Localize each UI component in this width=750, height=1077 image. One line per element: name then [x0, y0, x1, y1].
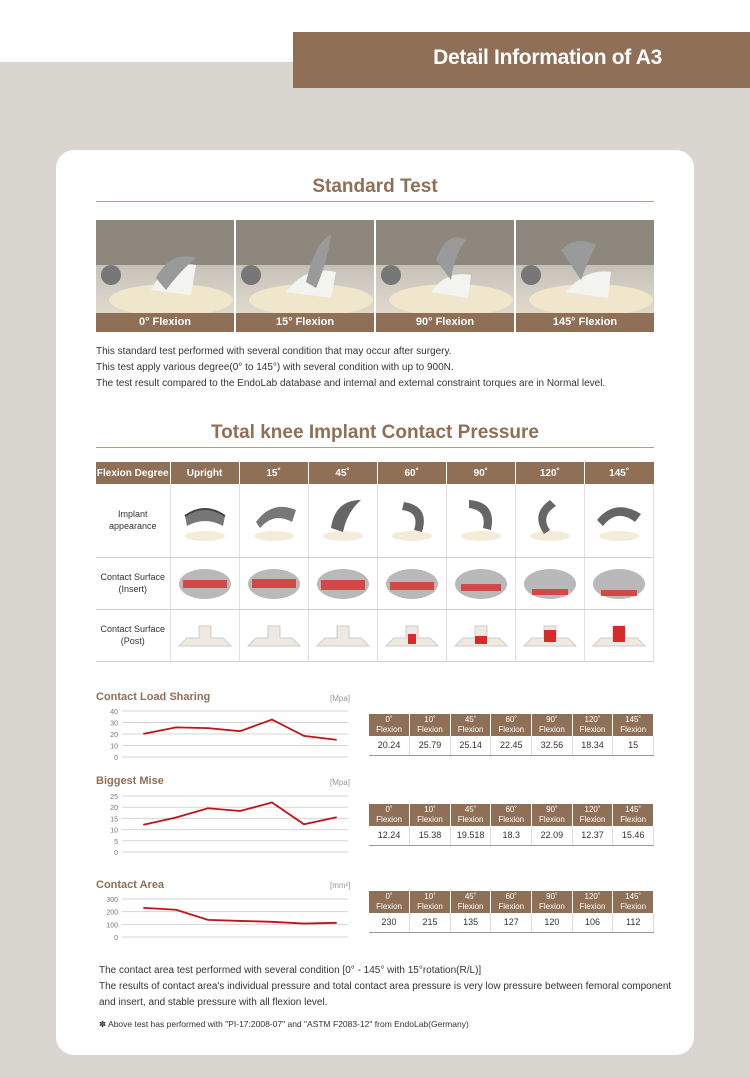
- data-value: 230: [369, 913, 410, 932]
- flexion-header: 0˚ Flexion: [369, 714, 410, 736]
- implant-image: [377, 484, 446, 557]
- y-tick-label: 30: [110, 720, 118, 728]
- summary-line: The results of contact area's individual pressure and total contact area pressure is very low pressure between femoral component: [99, 981, 672, 992]
- implant-image: [239, 484, 308, 557]
- post-image: [446, 609, 515, 661]
- data-value: 18.3: [491, 826, 532, 845]
- test-rig-illustration: [96, 220, 234, 313]
- flexion-header: 90˚ Flexion: [532, 714, 573, 736]
- flexion-header: 60˚ Flexion: [491, 714, 532, 736]
- contact-area-table: [369, 891, 654, 933]
- y-tick-label: 100: [106, 922, 118, 930]
- post-image: [515, 609, 584, 661]
- test-rig-illustration: [516, 220, 654, 313]
- flexion-header: 145˚ Flexion: [613, 714, 654, 736]
- data-point: [303, 735, 305, 737]
- test-photo-0: [96, 220, 234, 332]
- data-point: [239, 920, 241, 922]
- flexion-header: 120˚ Flexion: [572, 891, 613, 913]
- photo-caption: 145° Flexion: [516, 313, 654, 332]
- y-tick-label: 0: [114, 755, 118, 762]
- data-value: 12.24: [369, 826, 410, 845]
- flexion-header: 90˚ Flexion: [532, 891, 573, 913]
- standard-test-title: Standard Test: [312, 176, 438, 197]
- flexion-header: 45˚ Flexion: [450, 804, 491, 826]
- biggest-mise-table: [369, 804, 654, 846]
- contact-pressure-title: Total knee Implant Contact Pressure: [210, 422, 539, 443]
- photo-caption: 15° Flexion: [236, 313, 374, 332]
- description-line: This standard test performed with several condition that may occur after surgery.: [96, 346, 452, 357]
- flexion-header: 145˚ Flexion: [613, 804, 654, 826]
- data-point: [271, 719, 273, 721]
- data-value: 15: [613, 736, 654, 755]
- data-value: 215: [410, 913, 451, 932]
- data-point: [143, 824, 145, 826]
- title-rule: [96, 447, 654, 448]
- flexion-header: 10˚ Flexion: [410, 714, 451, 736]
- insert-image: [308, 557, 377, 609]
- data-value: 112: [613, 913, 654, 932]
- post-image: [377, 609, 446, 661]
- y-tick-label: 25: [110, 794, 118, 801]
- series-line: [144, 803, 336, 825]
- implant-image: [584, 484, 653, 557]
- y-tick-label: 5: [114, 838, 118, 846]
- chart-unit: [Mpa]: [330, 694, 351, 703]
- degree-header: 15˚: [239, 462, 308, 484]
- test-photo-3: [516, 220, 654, 332]
- data-value: 12.37: [572, 826, 613, 845]
- insert-image: [170, 557, 239, 609]
- flexion-header: 120˚ Flexion: [572, 804, 613, 826]
- data-point: [239, 810, 241, 812]
- implant-image: [308, 484, 377, 557]
- degree-header: 145˚: [584, 462, 653, 484]
- header-bar: [293, 32, 750, 88]
- photo-caption: 90° Flexion: [376, 313, 514, 332]
- y-tick-label: 15: [110, 816, 118, 824]
- test-note: [99, 1019, 469, 1030]
- data-value: 127: [491, 913, 532, 932]
- flexion-header: 145˚ Flexion: [613, 891, 654, 913]
- y-tick-label: 40: [110, 709, 118, 716]
- data-point: [207, 807, 209, 809]
- data-value: 120: [532, 913, 573, 932]
- data-value: 19.518: [450, 826, 491, 845]
- chart-title-contact-area: Contact Area: [96, 879, 165, 891]
- flexion-header: 0˚ Flexion: [369, 891, 410, 913]
- row-label: Implant appearance: [96, 484, 170, 557]
- data-point: [335, 816, 337, 818]
- description-line: The test result compared to the EndoLab database and internal and external constraint torques are in Normal level.: [96, 378, 606, 389]
- table-row: [96, 557, 654, 609]
- load-sharing-table: [369, 714, 654, 756]
- y-tick-label: 20: [110, 732, 118, 739]
- data-point: [207, 727, 209, 729]
- data-value: 15.46: [613, 826, 654, 845]
- flexion-header: 60˚ Flexion: [491, 891, 532, 913]
- chart-unit: [mm²]: [330, 881, 351, 890]
- data-value: 22.09: [532, 826, 573, 845]
- data-value: 32.56: [532, 736, 573, 755]
- test-rig-illustration: [376, 220, 514, 313]
- data-value: 106: [572, 913, 613, 932]
- summary-line: and insert, and stable pressure with all flexion level.: [99, 997, 328, 1008]
- row-label: Contact Surface (Post): [96, 609, 170, 661]
- data-point: [175, 909, 177, 911]
- page-title: Detail Information of A3: [433, 46, 662, 69]
- chart-title-load-sharing: Contact Load Sharing: [96, 691, 211, 703]
- summary-text: [99, 963, 671, 1011]
- data-point: [175, 817, 177, 819]
- post-image: [170, 609, 239, 661]
- insert-image: [446, 557, 515, 609]
- chart-unit: [Mpa]: [330, 778, 351, 787]
- data-value: 135: [450, 913, 491, 932]
- post-image: [584, 609, 653, 661]
- data-point: [175, 726, 177, 728]
- standard-test-description: [96, 344, 605, 392]
- data-value: 25.79: [410, 736, 451, 755]
- data-value: 25.14: [450, 736, 491, 755]
- table-row: [96, 609, 654, 661]
- test-rig-illustration: [236, 220, 374, 313]
- data-value: 18.34: [572, 736, 613, 755]
- insert-image: [377, 557, 446, 609]
- table-row: [96, 484, 654, 557]
- flexion-header: 60˚ Flexion: [491, 804, 532, 826]
- data-point: [271, 802, 273, 804]
- y-tick-label: 20: [110, 805, 118, 813]
- y-tick-label: 200: [106, 909, 118, 917]
- data-point: [239, 730, 241, 732]
- data-point: [335, 922, 337, 924]
- insert-image: [515, 557, 584, 609]
- summary-line: The contact area test performed with several condition [0° - 145° with 15°rotation(R/L)]: [99, 965, 482, 976]
- y-tick-label: 0: [114, 850, 118, 857]
- degree-header: 45˚: [308, 462, 377, 484]
- insert-image: [584, 557, 653, 609]
- chart-title-biggest-mise: Biggest Mise: [96, 775, 164, 787]
- note-mark: ✽: [99, 1019, 107, 1029]
- load-sharing-chart: [96, 705, 352, 763]
- post-image: [308, 609, 377, 661]
- y-tick-label: 10: [110, 827, 118, 835]
- y-tick-label: 0: [114, 935, 118, 942]
- test-photo-1: [236, 220, 374, 332]
- flexion-header: 0˚ Flexion: [369, 804, 410, 826]
- flexion-header: 120˚ Flexion: [572, 714, 613, 736]
- data-point: [335, 739, 337, 741]
- contact-pressure-table: [96, 462, 654, 662]
- flexion-degree-header: Flexion Degree: [96, 462, 170, 484]
- y-tick-label: 10: [110, 743, 118, 751]
- title-rule: [96, 201, 654, 202]
- data-point: [271, 921, 273, 923]
- data-value: 15.38: [410, 826, 451, 845]
- test-photo-2: [376, 220, 514, 332]
- note-text: Above test has performed with "PI-17:2008-07" and "ASTM F2083-12" from EndoLab(Germany): [108, 1019, 469, 1029]
- degree-header: 120˚: [515, 462, 584, 484]
- implant-image: [170, 484, 239, 557]
- flexion-header: 10˚ Flexion: [410, 891, 451, 913]
- description-line: This test apply various degree(0° to 145°) with several condition with up to 900N.: [96, 362, 454, 373]
- data-point: [303, 823, 305, 825]
- biggest-mise-chart: [96, 790, 352, 858]
- flexion-header: 90˚ Flexion: [532, 804, 573, 826]
- data-point: [143, 907, 145, 909]
- flexion-header: 10˚ Flexion: [410, 804, 451, 826]
- insert-image: [239, 557, 308, 609]
- row-label: Contact Surface (Insert): [96, 557, 170, 609]
- photo-caption: 0° Flexion: [96, 313, 234, 332]
- data-point: [207, 919, 209, 921]
- degree-header: Upright: [170, 462, 239, 484]
- flexion-header: 45˚ Flexion: [450, 891, 491, 913]
- data-point: [143, 733, 145, 735]
- contact-area-chart: [96, 893, 352, 943]
- data-value: 20.24: [369, 736, 410, 755]
- y-tick-label: 300: [106, 897, 118, 904]
- flexion-header: 45˚ Flexion: [450, 714, 491, 736]
- implant-image: [446, 484, 515, 557]
- data-value: 22.45: [491, 736, 532, 755]
- degree-header: 60˚: [377, 462, 446, 484]
- implant-image: [515, 484, 584, 557]
- data-point: [303, 923, 305, 925]
- degree-header: 90˚: [446, 462, 515, 484]
- post-image: [239, 609, 308, 661]
